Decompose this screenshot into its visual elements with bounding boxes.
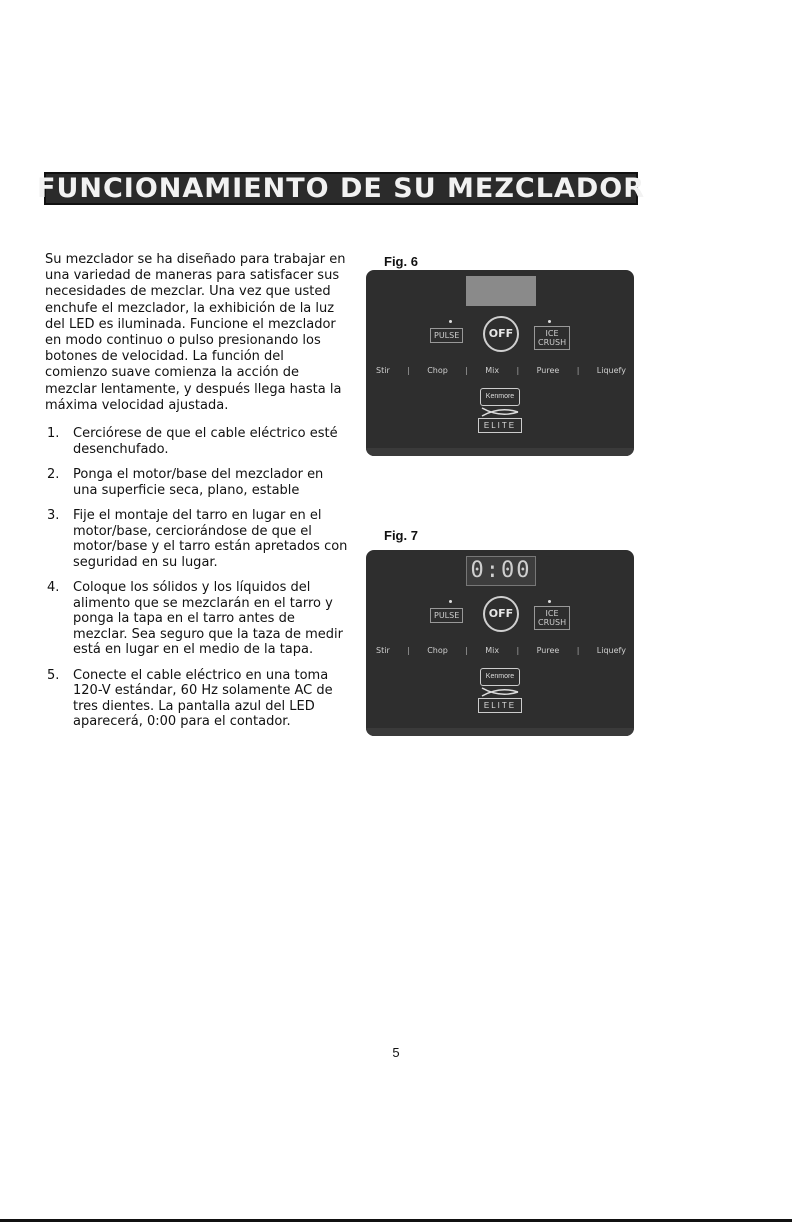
fig-7-control-panel bbox=[366, 550, 634, 736]
speed-button-stir: Stir bbox=[376, 366, 390, 375]
speed-button-puree: Puree bbox=[536, 646, 560, 655]
panel-footer-strip bbox=[366, 728, 634, 736]
step-item bbox=[45, 668, 350, 730]
fig-7-label: Fig. 7 bbox=[384, 528, 418, 543]
indicator-dot bbox=[548, 320, 551, 323]
speed-button-chop: Chop bbox=[427, 366, 448, 375]
kenmore-logo: Kenmore bbox=[480, 668, 520, 686]
step-number: 3. bbox=[47, 508, 60, 523]
pulse-button: PULSE bbox=[430, 328, 463, 343]
swoosh-icon bbox=[480, 686, 520, 698]
speed-separator: | bbox=[576, 366, 580, 375]
step-text: Cerciórese de que el cable eléctrico esté desenchufado. bbox=[73, 426, 338, 457]
bottom-rule bbox=[0, 1219, 792, 1222]
speed-separator: | bbox=[516, 366, 520, 375]
speed-button-puree: Puree bbox=[536, 366, 560, 375]
step-number: 4. bbox=[47, 580, 60, 595]
step-number: 5. bbox=[47, 667, 60, 683]
step-item bbox=[45, 426, 350, 457]
speed-button-mix: Mix bbox=[485, 366, 500, 375]
ice-crush-button: ICE CRUSH bbox=[534, 606, 570, 630]
elite-logo: ELITE bbox=[478, 698, 522, 713]
step-text: Coloque los sólidos y los líquidos del alimento que se mezclarán en el tarro y ponga la tapa en el tarro antes de mezclar. Sea seguro que la taza de medir está en lugar en el medio de la tapa. bbox=[73, 580, 343, 657]
step-item bbox=[45, 508, 350, 570]
speed-separator: | bbox=[576, 646, 580, 655]
swoosh-icon bbox=[480, 406, 520, 418]
indicator-dot bbox=[449, 600, 452, 603]
speed-separator: | bbox=[465, 366, 468, 375]
speed-button-chop: Chop bbox=[427, 646, 448, 655]
page-number: 5 bbox=[392, 1045, 400, 1060]
speed-separator: | bbox=[516, 646, 520, 655]
kenmore-logo: Kenmore bbox=[480, 388, 520, 406]
section-title: FUNCIONAMIENTO DE SU MEZCLADOR bbox=[37, 173, 645, 204]
off-button: OFF bbox=[483, 316, 519, 352]
speed-buttons bbox=[376, 366, 626, 375]
speed-separator: | bbox=[465, 646, 468, 655]
step-number: 2. bbox=[47, 467, 60, 482]
step-text: Conecte el cable eléctrico en una toma 120-V estándar, 60 Hz solamente AC de tres dientes. La pantalla azul del LED aparecerá, 0:00 para el contador. bbox=[73, 667, 333, 729]
speed-separator: | bbox=[407, 366, 410, 375]
indicator-dot bbox=[449, 320, 452, 323]
fig-6-control-panel bbox=[366, 270, 634, 456]
pulse-button: PULSE bbox=[430, 608, 463, 623]
speed-separator: | bbox=[407, 646, 410, 655]
step-item bbox=[45, 467, 350, 498]
instruction-steps bbox=[45, 426, 350, 740]
speed-button-mix: Mix bbox=[485, 646, 500, 655]
led-display bbox=[466, 276, 536, 306]
step-number: 1. bbox=[47, 426, 60, 441]
step-text: Ponga el motor/base del mezclador en una superficie seca, plano, estable bbox=[73, 467, 324, 498]
intro-paragraph: Su mezclador se ha diseñado para trabajar en una variedad de maneras para satisfacer sus necesidades de mezclar. Una vez que usted enchufe el mezclador, la exhibición de la luz del LED es iluminada. Funcione el mezclador en modo continuo o pulso presionando los botones de velocidad. La función del comienzo suave comienza la acción de mezclar lentamente, y después llega hasta la máxima velocidad ajustada. bbox=[45, 252, 346, 413]
speed-button-liquefy: Liquefy bbox=[596, 366, 626, 375]
elite-logo: ELITE bbox=[478, 418, 522, 433]
off-button: OFF bbox=[483, 596, 519, 632]
step-text: Fije el montaje del tarro en lugar en el motor/base, cerciorándose de que el motor/base y el tarro están apretados con seguridad en su lugar. bbox=[73, 508, 348, 570]
speed-button-stir: Stir bbox=[376, 646, 390, 655]
timer-readout: 0:00 bbox=[470, 558, 532, 583]
indicator-dot bbox=[548, 600, 551, 603]
speed-button-liquefy: Liquefy bbox=[596, 646, 626, 655]
led-display bbox=[466, 556, 536, 586]
ice-crush-button: ICE CRUSH bbox=[534, 326, 570, 350]
section-banner bbox=[37, 172, 645, 205]
fig-6-label: Fig. 6 bbox=[384, 254, 418, 269]
step-item bbox=[45, 580, 350, 658]
speed-buttons bbox=[376, 646, 626, 655]
panel-footer-strip bbox=[366, 448, 634, 456]
